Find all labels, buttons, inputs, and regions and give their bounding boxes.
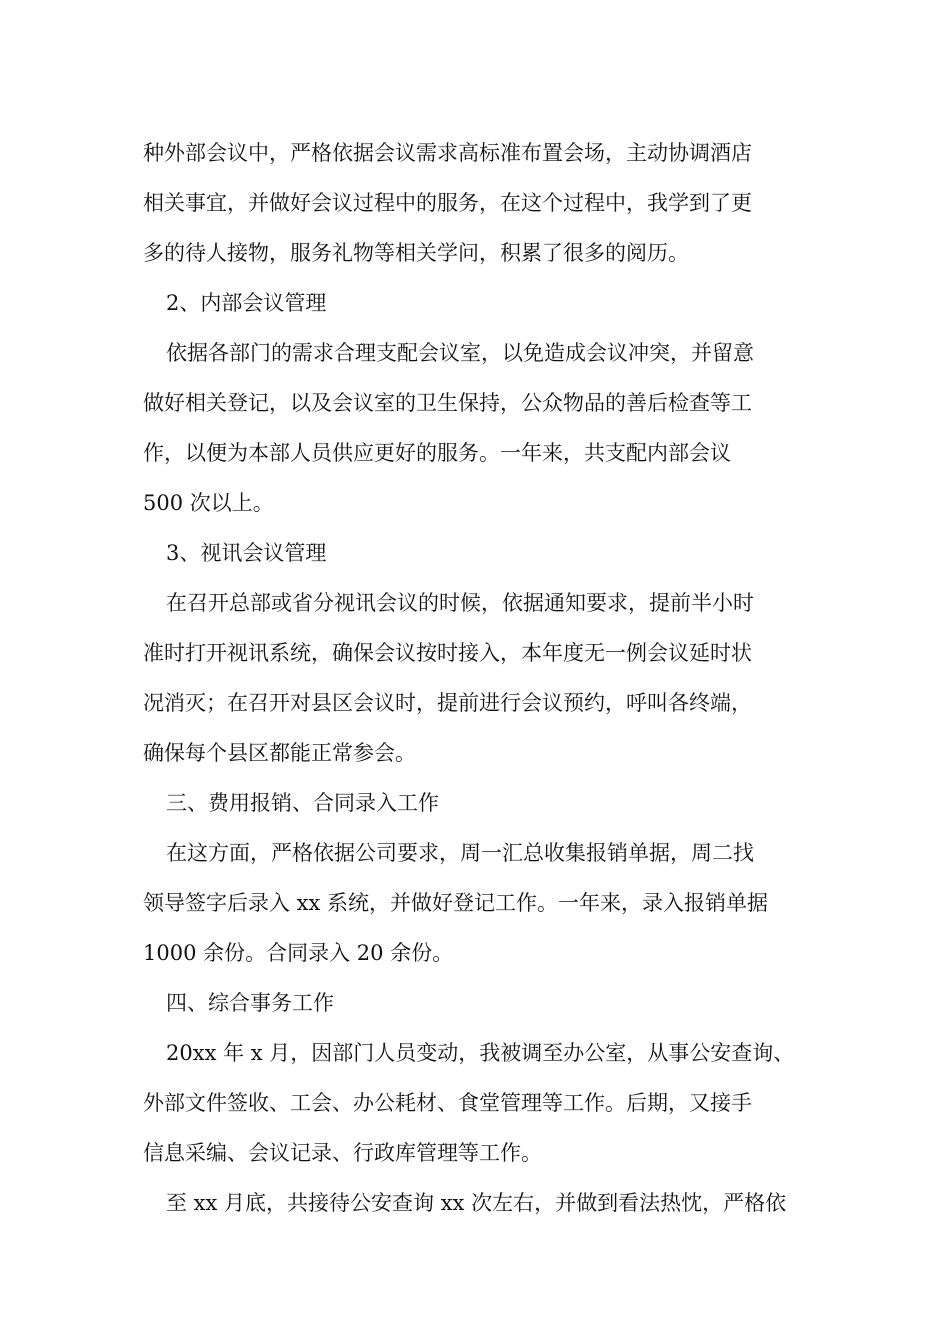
text-line: 20xx 年 x 月，因部门人员变动，我被调至办公室，从事公安查询、 <box>166 1041 795 1065</box>
text-line: 外部文件签收、工会、办公耗材、食堂管理等工作。后期，又接手 <box>143 1091 752 1115</box>
text-line: 种外部会议中，严格依据会议需求高标准布置会场，主动协调酒店 <box>143 141 752 165</box>
document-body <box>143 128 813 1228</box>
text-line: 1000 余份。合同录入 20 余份。 <box>143 941 454 965</box>
text-line: 准时打开视讯系统，确保会议按时接入，本年度无一例会议延时状 <box>143 641 752 665</box>
text-line: 确保每个县区都能正常参会。 <box>143 741 416 765</box>
text-line: 作，以便为本部人员供应更好的服务。一年来，共支配内部会议 <box>143 441 731 465</box>
text-line: 至 xx 月底，共接待公安查询 xx 次左右，并做到看法热忱，严格依 <box>166 1191 787 1215</box>
text-line: 况消灭；在召开对县区会议时，提前进行会议预约，呼叫各终端， <box>143 691 752 715</box>
text-line: 在召开总部或省分视讯会议的时候，依据通知要求，提前半小时 <box>166 591 754 615</box>
text-line: 多的待人接物，服务礼物等相关学问，积累了很多的阅历。 <box>143 241 689 265</box>
text-line: 做好相关登记，以及会议室的卫生保持，公众物品的善后检查等工 <box>143 391 752 415</box>
text-line: 四、综合事务工作 <box>166 991 334 1015</box>
text-line: 3、视讯会议管理 <box>166 541 327 565</box>
text-line: 依据各部门的需求合理支配会议室，以免造成会议冲突，并留意 <box>166 341 754 365</box>
text-line: 2、内部会议管理 <box>166 291 327 315</box>
text-line: 信息采编、会议记录、行政库管理等工作。 <box>143 1141 542 1165</box>
text-line: 在这方面，严格依据公司要求，周一汇总收集报销单据，周二找 <box>166 841 754 865</box>
text-line: 三、费用报销、合同录入工作 <box>166 791 439 815</box>
text-line: 相关事宜，并做好会议过程中的服务，在这个过程中，我学到了更 <box>143 191 752 215</box>
text-line: 500 次以上。 <box>143 491 274 515</box>
text-line: 领导签字后录入 xx 系统，并做好登记工作。一年来，录入报销单据 <box>143 891 769 915</box>
